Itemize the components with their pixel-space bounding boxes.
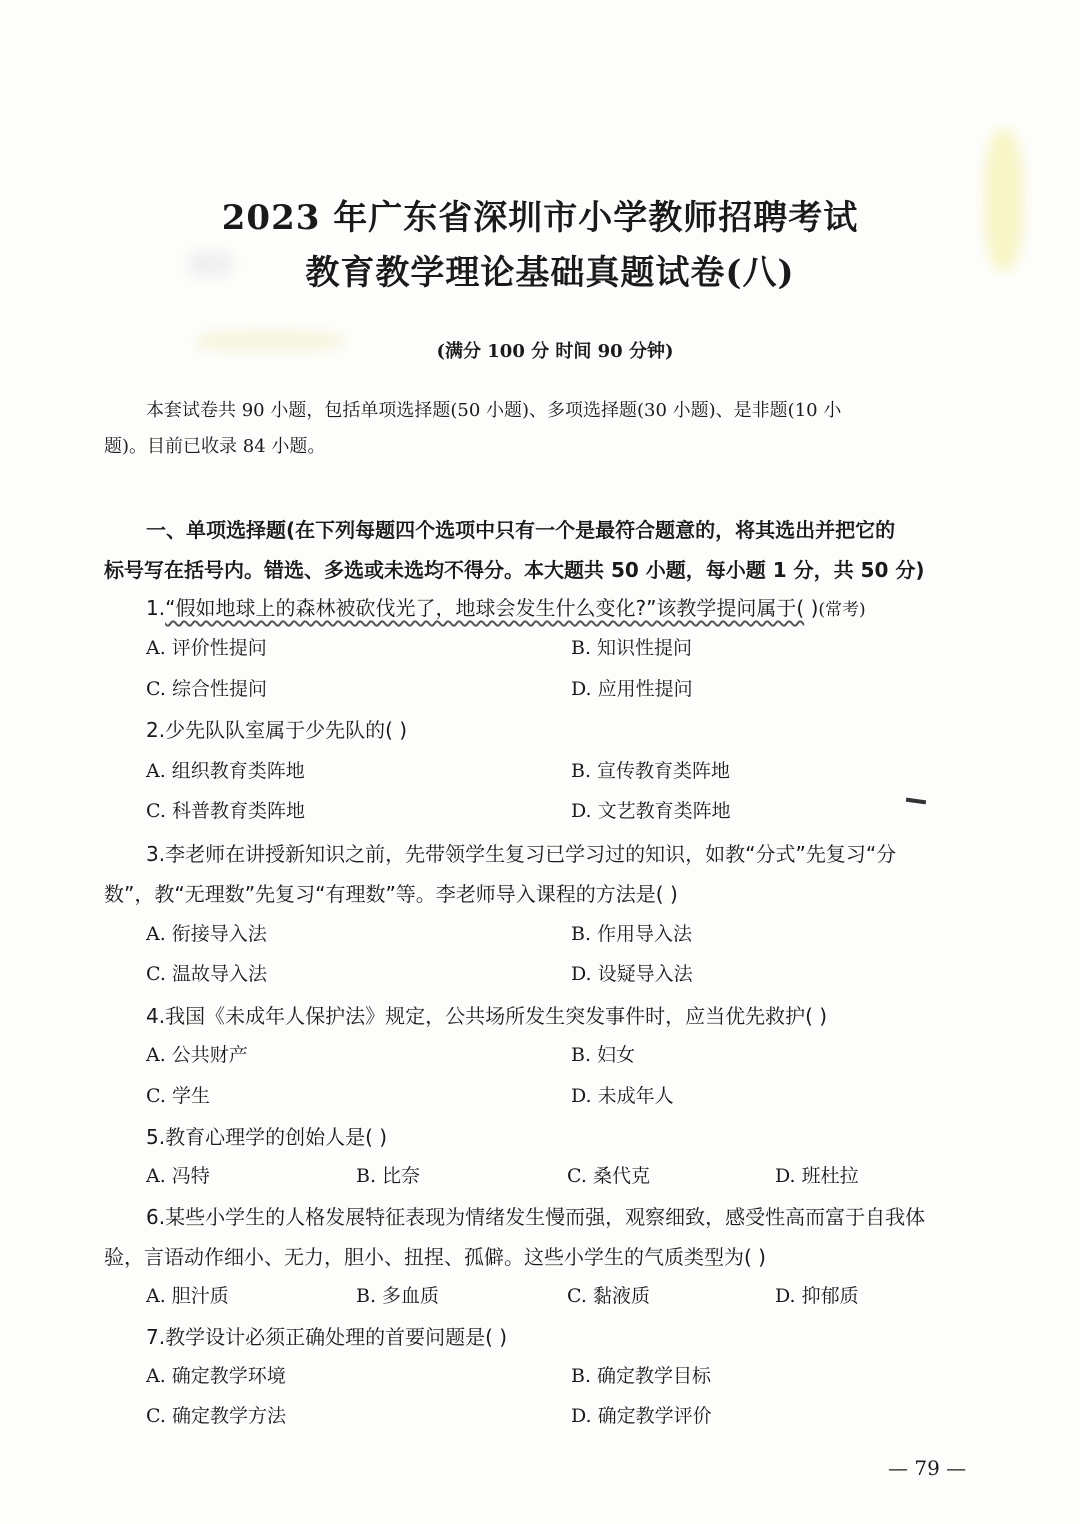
pen-mark [906, 798, 926, 805]
section-heading [104, 510, 984, 590]
option-b: B. 宣传教育类阵地 [571, 760, 731, 782]
option-a: A. 衔接导入法 [146, 923, 267, 945]
option-b: B. 作用导入法 [571, 923, 693, 945]
question-stem: 验，言语动作细小、无力，胆小、扭捏、孤僻。这些小学生的气质类型为( ) [104, 1245, 766, 1269]
question-stem: 教育心理学的创始人是( ) [165, 1125, 388, 1149]
option-d: D. 设疑导入法 [571, 963, 693, 985]
option-a: A. 评价性提问 [146, 637, 267, 659]
option-c: C. 黏液质 [567, 1285, 650, 1307]
exam-title-line1: 2023 年广东省深圳市小学教师招聘考试 [221, 198, 859, 238]
question-stem: 某些小学生的人格发展特征表现为情绪发生慢而强，观察细致，感受性高而富于自我体 [165, 1205, 926, 1229]
question-4 [104, 996, 984, 1036]
option-d: D. 抑郁质 [775, 1285, 859, 1307]
option-b: B. 多血质 [356, 1285, 440, 1307]
question-stem: 我国《未成年人保护法》规定，公共场所发生突发事件时，应当优先救护( ) [165, 1004, 828, 1028]
question-stem: 教学设计必须正确处理的首要问题是( ) [165, 1325, 508, 1349]
question-1 [104, 588, 984, 630]
option-c: C. 科普教育类阵地 [146, 800, 305, 822]
question-number: 6. [146, 1205, 166, 1229]
question-number: 4. [146, 1004, 166, 1028]
question-stem: 李老师在讲授新知识之前，先带领学生复习已学习过的知识，如教“分式”先复习“分 [165, 842, 897, 866]
question-6 [104, 1197, 984, 1277]
option-c: C. 综合性提问 [146, 678, 267, 700]
option-b: B. 妇女 [571, 1044, 636, 1066]
section-heading-line: 标号写在括号内。错选、多选或未选均不得分。本大题共 50 小题，每小题 1 分，共 50 分) [104, 558, 925, 582]
question-stem: 少先队队室属于少先队的( ) [165, 718, 408, 742]
question-5 [104, 1117, 984, 1157]
option-d: D. 确定教学评价 [571, 1405, 712, 1427]
option-a: A. 冯特 [146, 1165, 210, 1187]
option-c: C. 桑代克 [567, 1165, 650, 1187]
option-d: D. 未成年人 [571, 1085, 674, 1107]
intro-line: 本套试卷共 90 小题，包括单项选择题(50 小题)、多项选择题(30 小题)、是非题(10 小 [146, 400, 842, 421]
question-7 [104, 1317, 984, 1357]
option-c: C. 温故导入法 [146, 963, 267, 985]
question-stem: “假如地球上的森林被砍伐光了，地球会发生什么变化?”该教学提问属于( [165, 596, 805, 620]
question-number: 7. [146, 1325, 166, 1349]
question-number: 2. [146, 718, 166, 742]
intro-line: 题)。目前已收录 84 小题。 [104, 436, 326, 457]
option-b: B. 知识性提问 [571, 637, 693, 659]
option-b: B. 比奈 [356, 1165, 421, 1187]
option-d: D. 应用性提问 [571, 678, 693, 700]
exam-title-line2: 教育教学理论基础真题试卷(八) [305, 253, 795, 293]
question-2 [104, 710, 984, 750]
option-a: A. 胆汁质 [146, 1285, 229, 1307]
question-number: 3. [146, 842, 166, 866]
question-number: 1. [146, 596, 166, 620]
page-number: — 79 — [888, 1456, 967, 1480]
question-3 [104, 834, 984, 914]
frequently-tested-note: (常考) [818, 600, 866, 620]
question-number: 5. [146, 1125, 166, 1149]
intro-paragraph [104, 393, 984, 465]
option-d: D. 文艺教育类阵地 [571, 800, 731, 822]
option-a: A. 公共财产 [146, 1044, 248, 1066]
exam-score-time: (满分 100 分 时间 90 分钟) [436, 341, 674, 362]
option-a: A. 确定教学环境 [146, 1365, 286, 1387]
option-b: B. 确定教学目标 [571, 1365, 712, 1387]
answer-bracket: ) [804, 596, 819, 620]
option-c: C. 确定教学方法 [146, 1405, 286, 1427]
question-stem: 数”，教“无理数”先复习“有理数”等。李老师导入课程的方法是( ) [104, 882, 678, 906]
option-a: A. 组织教育类阵地 [146, 760, 305, 782]
option-d: D. 班杜拉 [775, 1165, 859, 1187]
section-heading-line: 一、单项选择题(在下列每题四个选项中只有一个是最符合题意的，将其选出并把它的 [146, 518, 896, 542]
option-c: C. 学生 [146, 1085, 210, 1107]
